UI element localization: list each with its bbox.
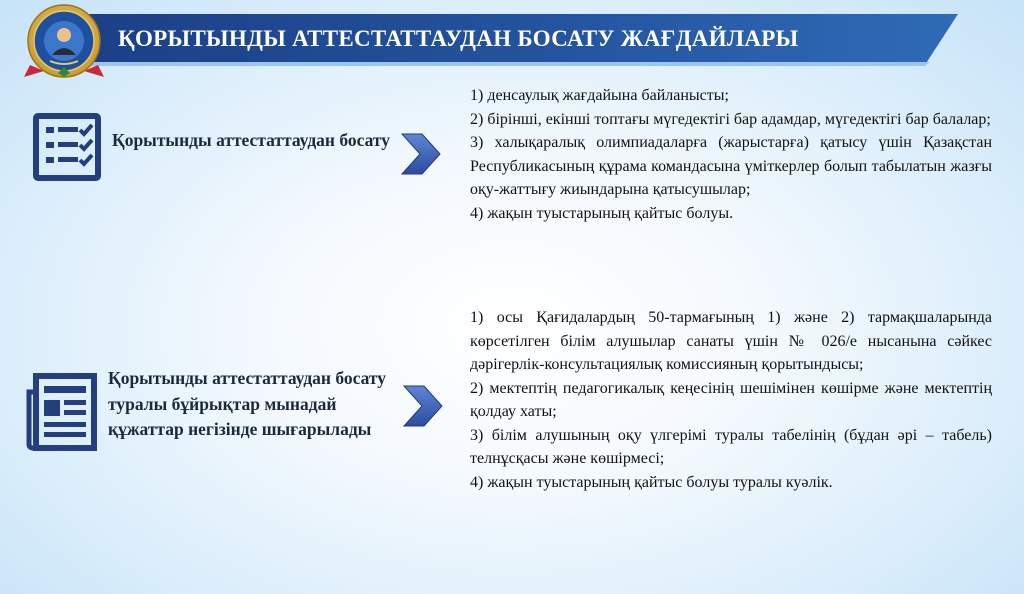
title-banner-stripe xyxy=(68,62,930,66)
section1-heading: Қорытынды аттестаттаудан босату xyxy=(112,130,391,150)
section2-heading: Қорытынды аттестаттаудан босату туралы бұйрықтар мынадай құжаттар негізінде шығарылады xyxy=(108,368,387,439)
chevron-right-icon xyxy=(402,384,444,428)
list-item: 2) мектептің педагогикалық кеңесінің шешімінен көшірме және мектептің қолдау хаты; xyxy=(470,379,992,420)
page-title: ҚОРЫТЫНДЫ АТТЕСТАТТАУДАН БОСАТУ ЖАҒДАЙЛАРЫ xyxy=(118,26,799,51)
school-emblem-icon xyxy=(22,3,106,79)
checklist-icon xyxy=(32,112,102,182)
list-item: 1) денсаулық жағдайына байланысты; xyxy=(470,87,729,104)
list-item: 4) жақын туыстарының қайтыс болуы. xyxy=(470,204,734,222)
chevron-right-icon xyxy=(400,132,442,176)
list-item: 4) жақын туыстарының қайтыс болуы туралы куәлік. xyxy=(470,473,833,491)
list-item: 3) халықаралық олимпиадаларға (жарыстарға) қатысу үшін Қазақстан Республикасының құрама командасына үміткерлер болып табылатын жазғы оқу-жаттығу жиындарына қатысушылар; xyxy=(470,134,992,198)
list-item: 2) бірінші, екінші топтағы мүгедектігі бар адамдар, мүгедектігі бар балалар; xyxy=(470,110,991,128)
section1-list xyxy=(470,84,992,225)
list-item: 1) осы Қағидалардың 50-тармағының 1) және 2) тармақшаларында көрсетілген білім алушылар санаты үшін № 026/е нысанына сәйкес дәрігерлік-консультациялық комиссияның қорытындысы; xyxy=(470,309,992,373)
section2-list xyxy=(470,306,992,494)
list-item: 3) білім алушының оқу үлгерімі туралы табелінің (бұдан әрі – табель) телнұсқасы және көшірмесі; xyxy=(470,426,992,467)
newspaper-icon xyxy=(26,372,98,452)
